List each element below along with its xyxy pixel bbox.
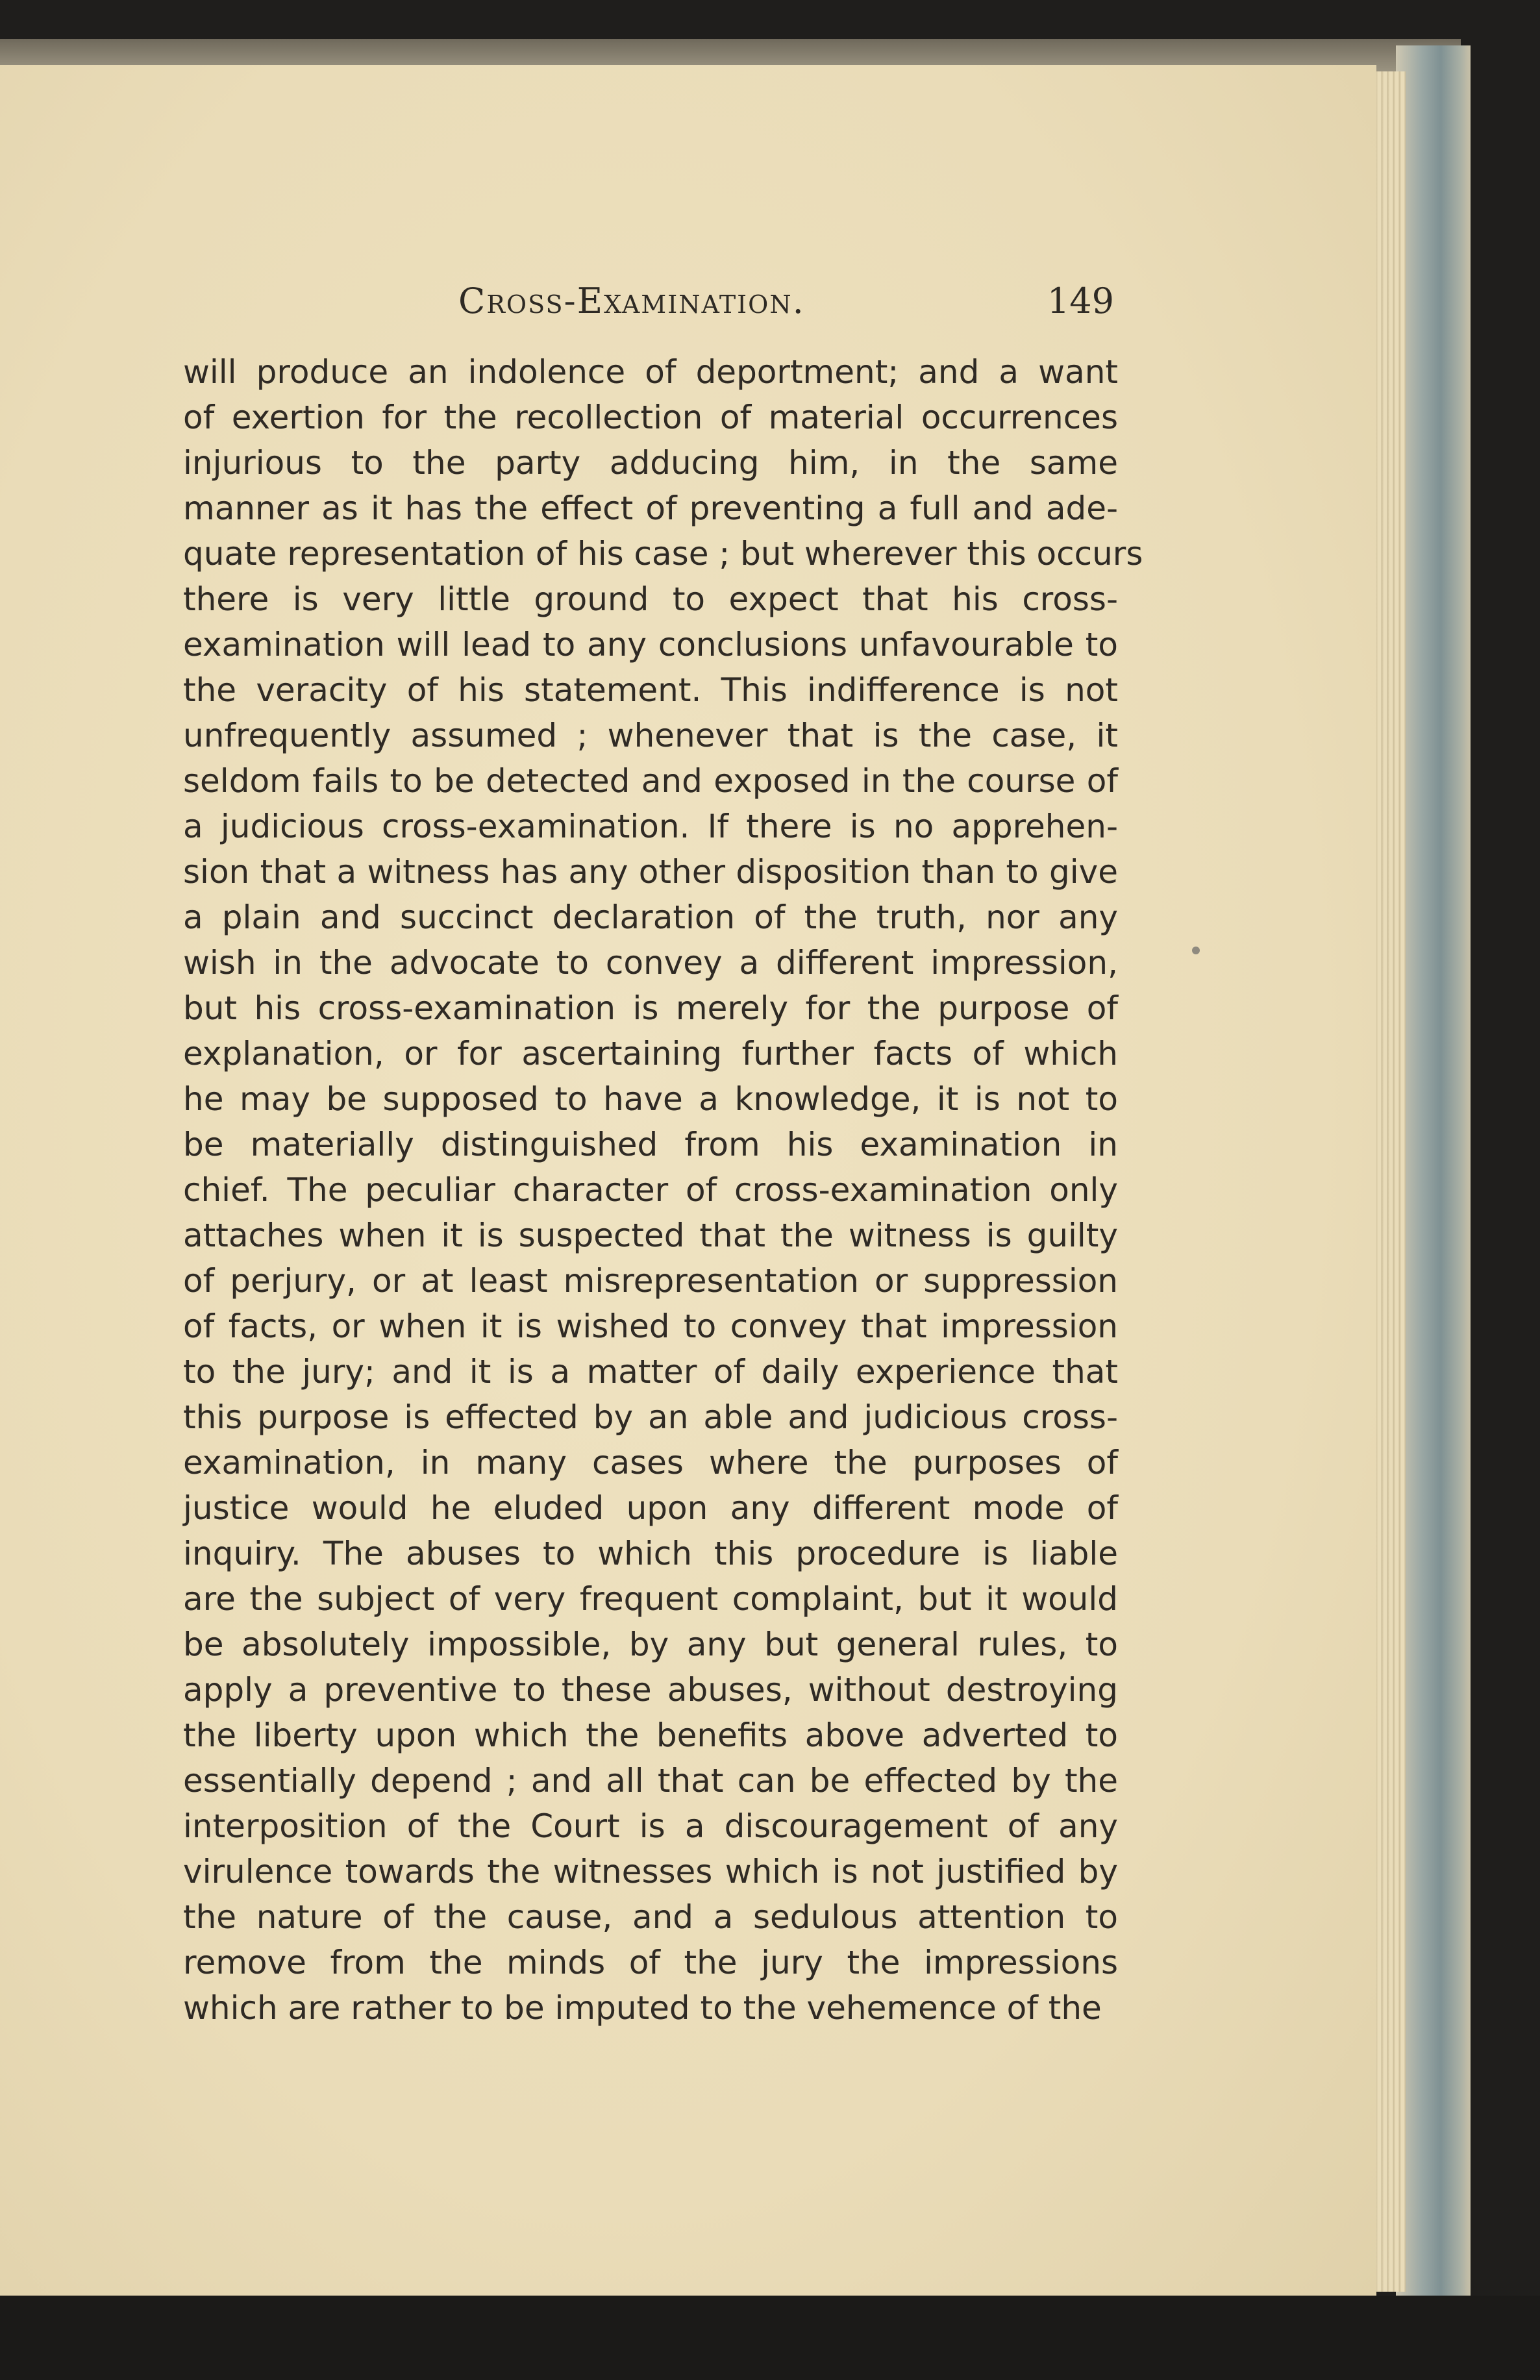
text-line: be absolutely impossible, by any but general rules, to <box>183 1626 1118 1663</box>
page-number: 149 <box>1047 280 1114 321</box>
text-line: explanation, or for ascertaining further facts of which <box>183 1035 1118 1072</box>
text-line: he may be supposed to have a knowledge, it is not to <box>183 1080 1118 1118</box>
text-line: sion that a witness has any other disposition than to give <box>183 853 1118 891</box>
paper-speck <box>1192 947 1200 954</box>
text-line: manner as it has the effect of preventing a full and ade- <box>183 490 1118 527</box>
text-line: the veracity of his statement. This indifference is not <box>183 671 1118 709</box>
text-line: justice would he eluded upon any different mode of <box>183 1489 1118 1527</box>
text-line: this purpose is effected by an able and judicious cross- <box>183 1398 1118 1436</box>
text-line: chief. The peculiar character of cross-examination only <box>183 1171 1118 1209</box>
text-line: which are rather to be imputed to the vehemence of the <box>183 1989 1102 2027</box>
text-line: virulence towards the witnesses which is not justified by <box>183 1853 1118 1890</box>
text-line: there is very little ground to expect that his cross- <box>183 580 1118 618</box>
page-header <box>179 280 1114 332</box>
text-line: inquiry. The abuses to which this procedure is liable <box>183 1535 1118 1572</box>
text-line: attaches when it is suspected that the witness is guilty <box>183 1217 1118 1254</box>
text-line: to the jury; and it is a matter of daily experience that <box>183 1353 1118 1391</box>
text-line: apply a preventive to these abuses, without destroying <box>183 1671 1118 1709</box>
text-line: quate representation of his case ; but wherever this occurs <box>183 535 1143 573</box>
text-line: of exertion for the recollection of material occurrences <box>183 399 1118 436</box>
text-line: of facts, or when it is wished to convey that impression <box>183 1308 1118 1345</box>
text-line: injurious to the party adducing him, in the same <box>183 444 1118 482</box>
text-line: essentially depend ; and all that can be effected by the <box>183 1762 1118 1800</box>
text-line: seldom fails to be detected and exposed in the course of <box>183 762 1118 800</box>
background-shadow <box>0 2296 1540 2380</box>
text-line: are the subject of very frequent complaint, but it would <box>183 1580 1118 1618</box>
text-line: the liberty upon which the benefits above adverted to <box>183 1717 1118 1754</box>
text-line: remove from the minds of the jury the impressions <box>183 1944 1118 1981</box>
running-title: Cross-Examination. <box>458 280 805 321</box>
text-line: a plain and succinct declaration of the truth, nor any <box>183 899 1118 936</box>
text-line: unfrequently assumed ; whenever that is the case, it <box>183 717 1118 754</box>
book-cover-right-edge <box>1396 45 1471 2305</box>
text-line: wish in the advocate to convey a different impression, <box>183 944 1118 982</box>
text-line: of perjury, or at least misrepresentation or suppression <box>183 1262 1118 1300</box>
text-line: will produce an indolence of deportment; and a want <box>183 353 1118 391</box>
text-line: interposition of the Court is a discouragement of any <box>183 1807 1118 1845</box>
text-line: be materially distinguished from his examination in <box>183 1126 1118 1163</box>
text-line: a judicious cross-examination. If there is no apprehen- <box>183 808 1118 845</box>
text-line: the nature of the cause, and a sedulous attention to <box>183 1898 1118 1936</box>
text-line: examination, in many cases where the purposes of <box>183 1444 1118 1481</box>
body-text <box>183 349 1143 2031</box>
text-line: but his cross-examination is merely for the purpose of <box>183 989 1118 1027</box>
text-line: examination will lead to any conclusions unfavourable to <box>183 626 1118 663</box>
